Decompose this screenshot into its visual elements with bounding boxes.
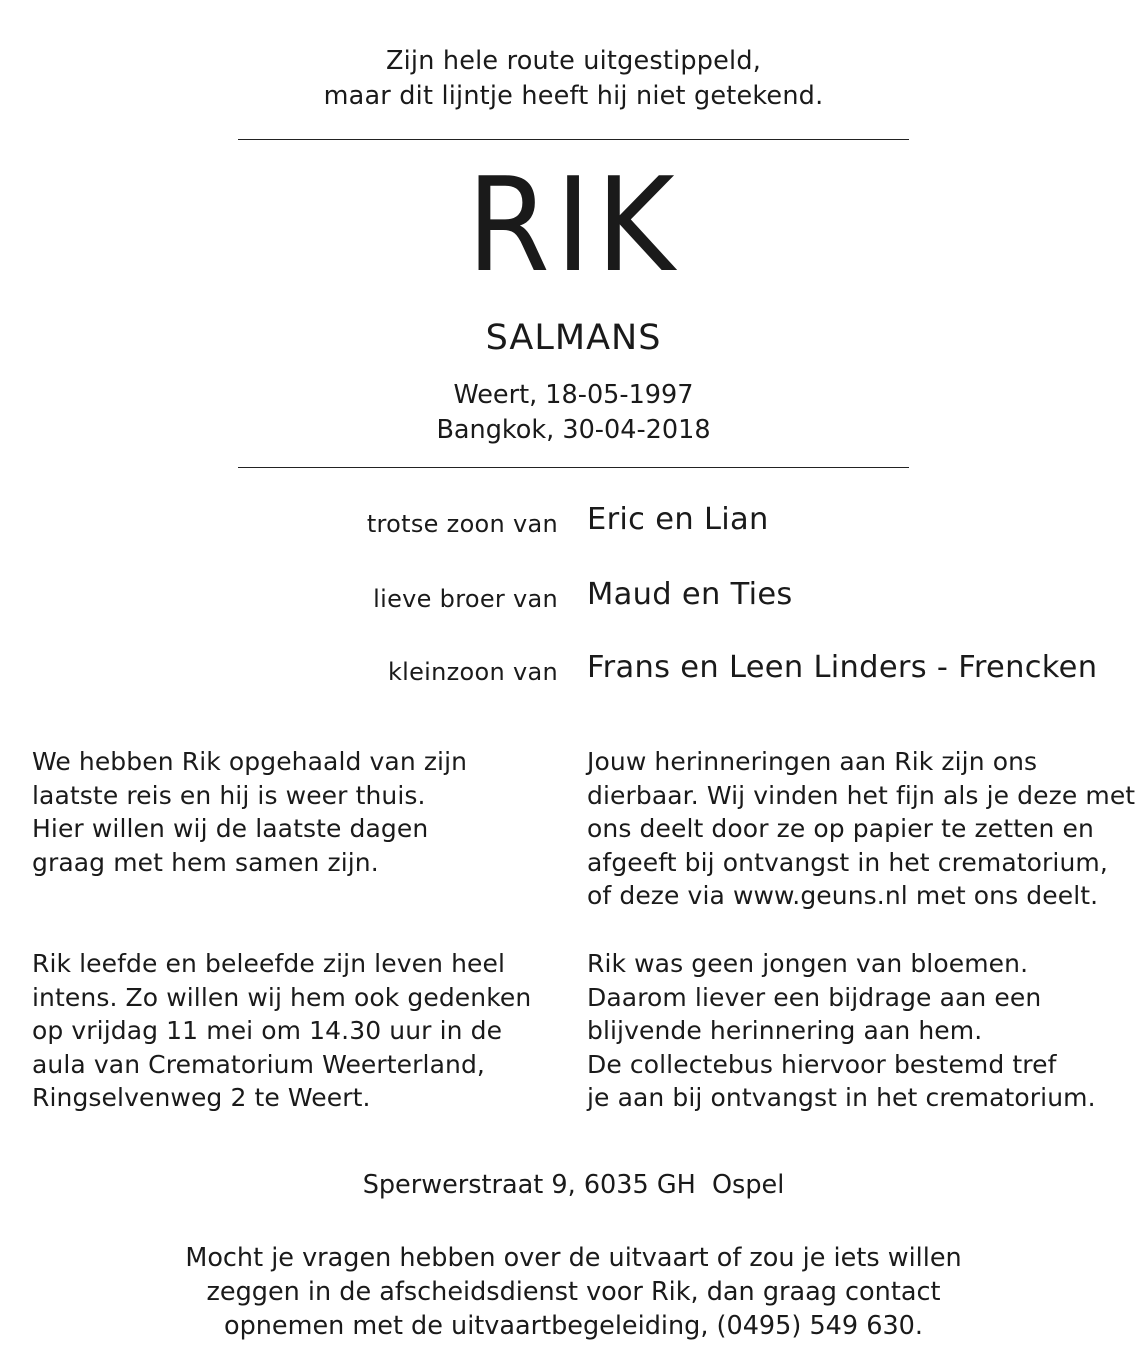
home-address: Sperwerstraat 9, 6035 GH Ospel [362, 1170, 785, 1200]
text-line: aula van Crematorium Weerterland, [32, 1049, 485, 1079]
text-line: intens. Zo willen wij hem ook gedenken [32, 982, 532, 1012]
text-line: ons deelt door ze op papier te zetten en [587, 814, 1094, 844]
text-line: We hebben Rik opgehaald van zijn [32, 747, 468, 776]
relation-row [0, 500, 1147, 548]
text-line: op vrijdag 11 mei om 14.30 uur in de [32, 1016, 503, 1046]
death-line: Bangkok, 30-04-2018 [436, 415, 711, 445]
text-line: blijvende herinnering aan hem. [587, 1016, 983, 1046]
relation-names: Maud en Ties [587, 577, 793, 612]
memories-paragraph [587, 745, 1135, 913]
homecoming-paragraph [32, 745, 467, 879]
text-line: De collectebus hiervoor bestemd tref [587, 1049, 1057, 1079]
motto [0, 44, 1147, 114]
first-name [46, 150, 1101, 300]
donation-paragraph [587, 947, 1096, 1115]
relation-label: trotse zoon van [366, 510, 558, 538]
text-line: Jouw herinneringen aan Rik zijn ons [587, 747, 1038, 776]
text-line: Daarom liever een bijdrage aan een [587, 982, 1042, 1012]
text-line: of deze via www.geuns.nl met ons deelt. [587, 881, 1099, 911]
birth-line: Weert, 18-05-1997 [453, 380, 694, 410]
contact-paragraph [0, 1241, 1147, 1343]
relation-label: kleinzoon van [387, 658, 558, 686]
motto-line-1: Zijn hele route uitgestippeld, [385, 46, 762, 76]
last-name: SALMANS [485, 318, 662, 358]
relation-label: lieve broer van [373, 585, 558, 613]
text-line: afgeeft bij ontvangst in het crematorium, [587, 847, 1108, 877]
relation-names: Frans en Leen Linders - Frencken [587, 650, 1098, 685]
text-line: Ringselvenweg 2 te Weert. [32, 1083, 371, 1113]
text-line: Rik was geen jongen van bloemen. [587, 949, 1029, 978]
top-divider [238, 139, 909, 140]
text-line: dierbaar. Wij vinden het fijn als je deze met [587, 780, 1136, 810]
text-line: graag met hem samen zijn. [32, 847, 379, 877]
text-line: je aan bij ontvangst in het crematorium. [587, 1083, 1096, 1113]
text-line: laatste reis en hij is weer thuis. [32, 780, 426, 810]
life-dates [0, 378, 1147, 448]
first-name-text: RIK [466, 149, 681, 301]
relation-names: Eric en Lian [587, 502, 769, 537]
relation-row [0, 648, 1147, 696]
motto-line-2: maar dit lijntje heeft hij niet getekend. [323, 81, 824, 111]
text-line: Hier willen wij de laatste dagen [32, 814, 429, 844]
text-line: Mocht je vragen hebben over de uitvaart of zou je iets willen [185, 1243, 962, 1273]
text-line: Rik leefde en beleefde zijn leven heel [32, 949, 506, 978]
relation-row [0, 575, 1147, 623]
bottom-divider [238, 467, 909, 468]
service-paragraph [32, 947, 531, 1115]
text-line: zeggen in de afscheidsdienst voor Rik, dan graag contact [206, 1277, 941, 1307]
text-line: opnemen met de uitvaartbegeleiding, (0495) 549 630. [223, 1311, 923, 1341]
